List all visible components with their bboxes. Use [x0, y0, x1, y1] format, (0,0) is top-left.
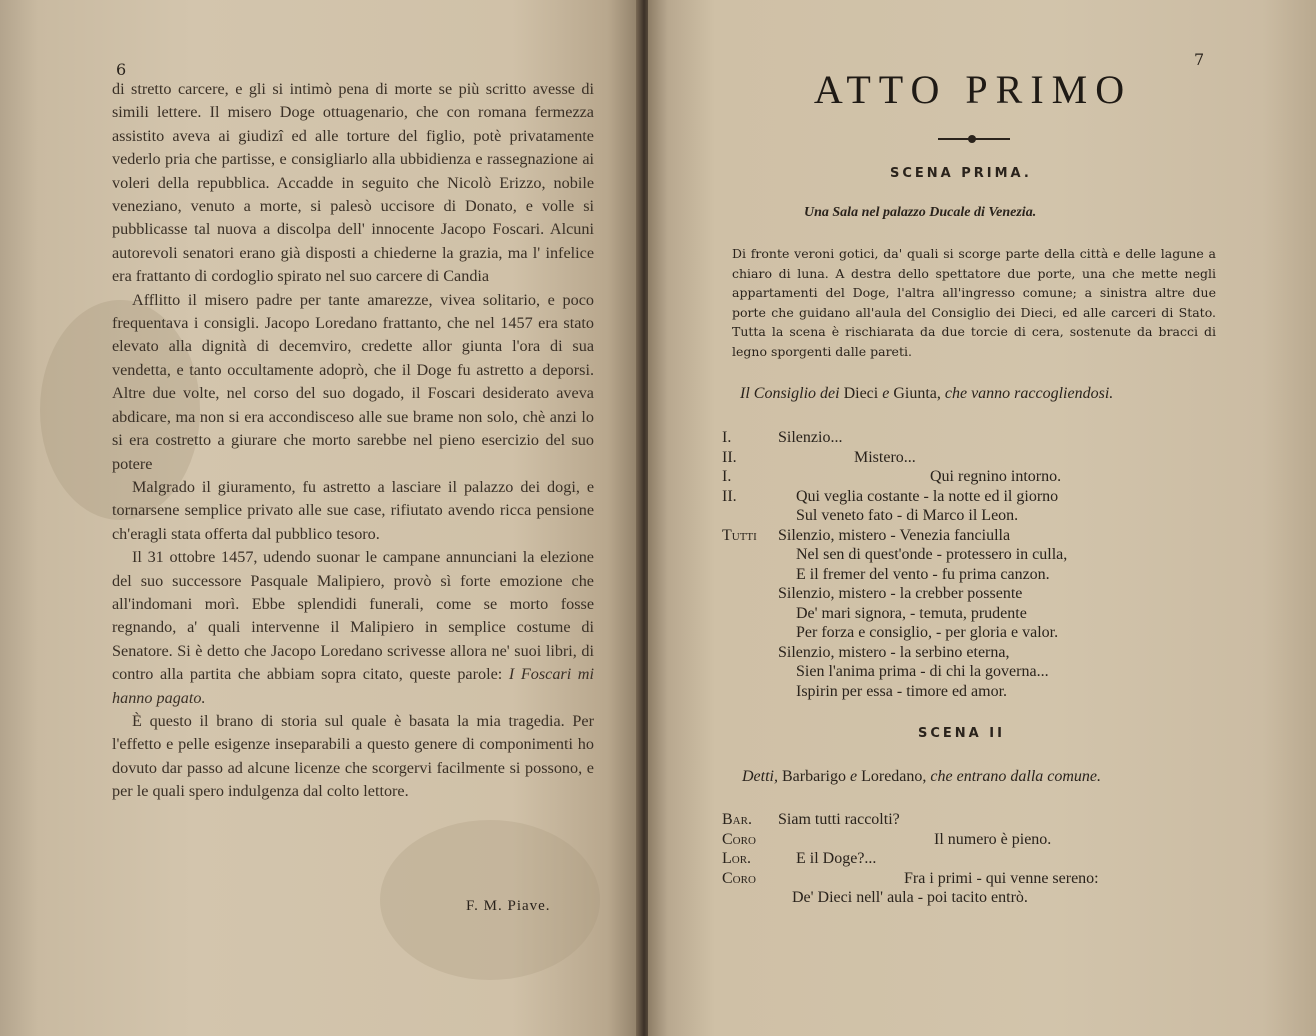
speaker: Lor.: [722, 850, 752, 867]
verse: Silenzio, mistero - Venezia fanciulla: [778, 526, 1011, 544]
body-text: [112, 78, 594, 804]
verse: E il Doge?...: [796, 850, 877, 867]
verse-line: [722, 662, 1222, 682]
verse-line: [722, 623, 1222, 643]
verse: Qui veglia costante - la notte ed il giorno: [796, 487, 1059, 505]
verse: Per forza e consiglio, - per gloria e valor.: [796, 624, 1059, 641]
cast-text: e: [882, 385, 890, 402]
paragraph: È questo il brano di storia sul quale è basata la mia tragedia. Per l'effetto e pelle esigenze inseparabili a questo genere di componimenti ho dovuto dar passo ad alcune licenze che scorgervi facilmente si possono, e per le quali spero indulgenza dal colto lettore.: [112, 711, 594, 801]
verse-line: [722, 526, 1222, 546]
cast-name: Loredano,: [861, 768, 927, 785]
verse-line: [722, 448, 1222, 468]
author-signature: F. M. Piave.: [466, 898, 551, 914]
speaker: II.: [722, 487, 737, 505]
verse-line: [722, 467, 1222, 487]
verse: Sien l'anima prima - di chi la governa...: [796, 663, 1049, 680]
speaker: I.: [722, 429, 732, 446]
speaker: Bar.: [722, 811, 752, 828]
right-page: [648, 0, 1316, 1036]
scene1-dialogue: [722, 428, 1222, 701]
paragraph: Malgrado il giuramento, fu astretto a lasciare il palazzo dei dogi, e tornarsene semplice privato alle sue case, rifiutato avendo ricca pensione ch'eragli stata offerta dal pubblico tesoro.: [112, 477, 594, 543]
scene2-dialogue: [722, 810, 1222, 908]
verse: Ispirin per essa - timore ed amor.: [796, 682, 1008, 700]
verse: Siam tutti raccolti?: [778, 811, 900, 828]
scene-heading: SCENA II: [918, 726, 1005, 741]
verse: E il fremer del vento - fu prima canzon.: [796, 565, 1050, 583]
cast-name: Dieci: [843, 385, 879, 402]
scene-heading: SCENA PRIMA.: [890, 166, 1032, 181]
verse-line: [722, 584, 1222, 604]
speaker: Coro: [722, 869, 756, 887]
act-title: ATTO PRIMO: [813, 67, 1133, 112]
paragraph: Afflitto il misero padre per tante amarezze, vivea solitario, e poco frequentava i consigli. Jacopo Loredano frattanto, che nel 1457 era stato elevato alla dignità di decemviro, credette allor giunta l'ora di sua vendetta, e tanto occultamente adoprò, che il Doge fu astretto a deporsi. Altre due volte, nel corso del suo dogado, il Foscari desiderato aveva abdicare, ma non si era accondisceso alle sue brame non solo, chè anzi lo si era costretto a giurare che morto sarebbe nel pieno esercizio del suo potere: [112, 290, 594, 473]
verse-line: [722, 869, 1222, 889]
verse-line: [722, 849, 1222, 869]
verse: Silenzio...: [778, 429, 843, 446]
cast-text: che vanno raccogliendosi.: [944, 385, 1114, 402]
cast-entrance: [742, 768, 1101, 786]
verse: Sul veneto fato - di Marco il Leon.: [796, 507, 1019, 524]
cast-entrance: [740, 385, 1113, 403]
speaker: I.: [722, 468, 732, 485]
verse: Nel sen di quest'onde - protessero in culla,: [796, 546, 1068, 563]
verse-line: [722, 643, 1222, 663]
verse: De' Dieci nell' aula - poi tacito entrò.: [792, 889, 1028, 906]
paragraph-text: Il 31 ottobre 1457, udendo suonar le campane annunciani la elezione del suo successore Pasquale Malipiero, provò sì forte emozione che all'indomani morì. Ebbe splendidi funerali, come se morto fosse regnando, a' quali intervenne il Malipiero in semplice costume di Senatore. Si è detto che Jacopo Loredano scrivesse allora ne' suoi libri, di contro alla partita che abbiam sopra citato, queste parole:: [112, 548, 594, 684]
verse: Fra i primi - qui venne sereno:: [904, 869, 1099, 887]
verse-line: [722, 545, 1222, 565]
cast-text: e: [849, 768, 858, 785]
verse: De' mari signora, - temuta, prudente: [796, 604, 1027, 622]
verse: Qui regnino intorno.: [930, 468, 1062, 485]
verse-line: [722, 565, 1222, 585]
paragraph: di stretto carcere, e gli si intimò pena di morte se più scritto avesse di simili lettere. Il misero Doge ottuagenario, che con romana fermezza assistito aveva ai giudizî ed alle torture del figlio, potè privatamente vederlo pria che partisse, e consigliarlo alla ubbidienza e rassegnazione ai voleri della repubblica. Accadde in seguito che Nicolò Erizzo, nobile veneziano, venuto a morte, si palesò uccisore di Donato, e volle si pubblicasse tal nuova a discolpa dell' innocente Jacopo Foscari. Alcuni autorevoli senatori erano già disposti a chiederne la grazia, ma l' infelice era frattanto di cordoglio spirato nel suo carcere di Candia: [112, 80, 594, 286]
page-number: 6: [116, 60, 127, 79]
cast-text: Detti,: [742, 768, 778, 785]
speaker: Coro: [722, 830, 756, 848]
verse-line: [722, 506, 1222, 526]
verse: Il numero è pieno.: [934, 830, 1052, 848]
quote: I Foscari mi hanno pagato.: [112, 665, 594, 707]
speaker: Tutti: [722, 526, 757, 544]
speaker: II.: [722, 448, 737, 466]
title-ornament-dot: [968, 135, 976, 143]
verse-line: [722, 682, 1222, 702]
verse: Silenzio, mistero - la crebber possente: [778, 585, 1023, 602]
verse-line: [722, 888, 1222, 908]
verse-line: [722, 830, 1222, 850]
scene-setting: Una Sala nel palazzo Ducale di Venezia.: [804, 205, 1037, 220]
verse-line: [722, 428, 1222, 448]
verse-line: [722, 810, 1222, 830]
verse: Silenzio, mistero - la serbino eterna,: [778, 643, 1010, 661]
verse-line: [722, 604, 1222, 624]
cast-name: Giunta,: [893, 385, 941, 402]
paragraph: [112, 546, 594, 710]
cast-text: che entrano dalla comune.: [930, 768, 1102, 785]
verse: Mistero...: [854, 448, 916, 466]
stage-direction: Di fronte veroni gotici, da' quali si scorge parte della città e delle lagune a chiaro di luna. A destra dello spettatore due porte, una che mette negli appartamenti del Doge, l'altra all'ingresso comune; a sinistra altre due porte che guidano all'aula del Consiglio dei Dieci, ed alle carceri di Stato. Tutta la scena è rischiarata da due torcie di cera, sostenute da bracci di legno sporgenti dalle pareti.: [732, 246, 1216, 359]
cast-text: Il Consiglio dei: [740, 385, 840, 402]
page-number: 7: [1194, 50, 1205, 69]
verse-line: [722, 487, 1222, 507]
left-page: [0, 0, 640, 1036]
cast-name: Barbarigo: [782, 768, 846, 785]
